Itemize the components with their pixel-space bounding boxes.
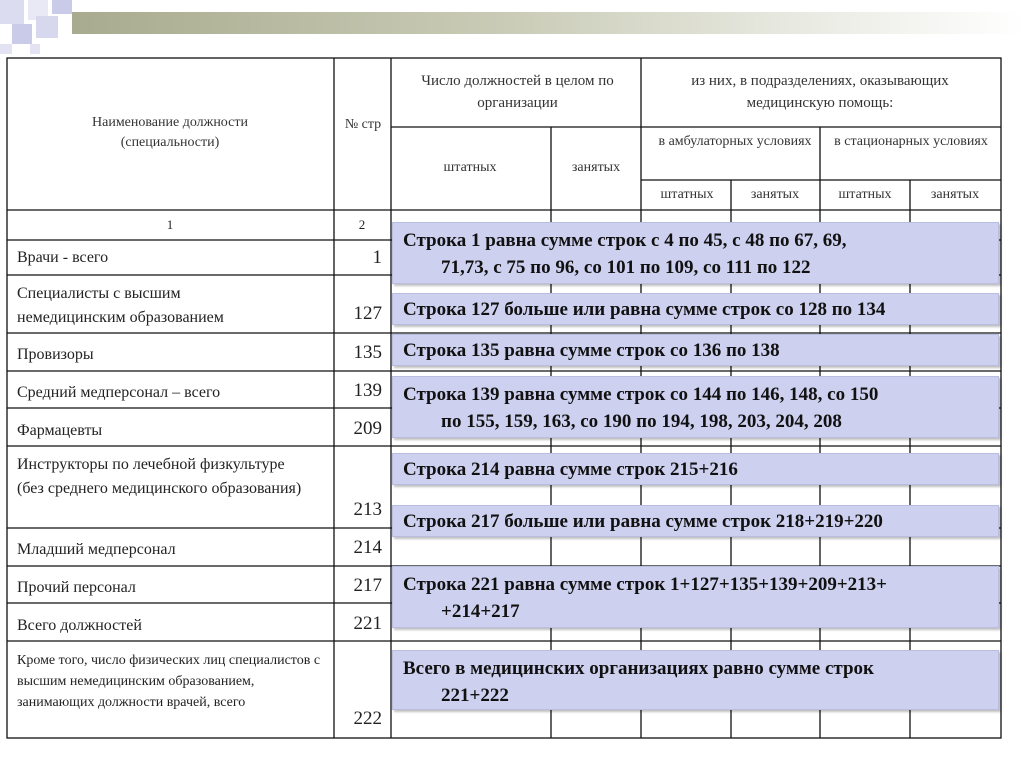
row-label: Всего должностей [17, 617, 142, 634]
row-number: 209 [353, 418, 382, 439]
row-label: Средний медперсонал – всего [17, 384, 221, 401]
header-staff-total: штатных [443, 160, 497, 175]
validation-note-row-217 [392, 505, 999, 537]
header-inpatient: в стационарных условиях [834, 134, 988, 149]
validation-note-row-221 [392, 566, 999, 628]
note-line: 221+222 [441, 685, 509, 706]
note-line: Строка 1 равна сумме строк с 4 по 45, с 48 по 67, 69, [403, 230, 847, 251]
note-line: Всего в медицинских организациях равно сумме строк [403, 658, 874, 679]
validation-note-row-214 [392, 453, 999, 485]
row-label: Провизоры [17, 346, 94, 363]
header-occupied-outpatient: занятых [750, 187, 800, 202]
column-number-2: 2 [358, 217, 366, 232]
row-number: 221 [353, 613, 382, 634]
validation-note-row-135 [392, 334, 999, 366]
column-number-1: 1 [166, 217, 174, 232]
row-label: Младший медперсонал [17, 541, 176, 558]
header-occupied-total: занятых [571, 160, 621, 175]
row-label: Прочий персонал [17, 579, 136, 596]
note-line: Строка 139 равна сумме строк со 144 по 146, 148, со 150 [403, 384, 879, 405]
header-position-name: Наименование должности (специальности) [92, 115, 248, 150]
header-staff-inpatient: штатных [838, 187, 892, 202]
row-number: 1 [372, 247, 382, 268]
row-number: 214 [353, 537, 382, 558]
row-label: Кроме того, число физических лиц специалистов с высшим немедицинским образованием, занимающих должности врачей, всего [17, 653, 321, 710]
row-number: 127 [353, 303, 382, 324]
note-line: Строка 135 равна сумме строк со 136 по 138 [403, 340, 780, 361]
row-number: 217 [353, 575, 382, 596]
header-row-number: № стр [344, 117, 382, 132]
note-line: Строка 214 равна сумме строк 215+216 [403, 459, 738, 480]
header-outpatient: в амбулаторных условиях [658, 134, 812, 149]
row-number: 222 [353, 708, 382, 729]
note-line: Строка 127 больше или равна сумме строк со 128 по 134 [403, 299, 886, 320]
validation-note-row-1 [392, 222, 999, 284]
header-subdivisions: из них, в подразделениях, оказывающих медицинскую помощь: [691, 73, 949, 111]
note-line: Строка 217 больше или равна сумме строк 218+219+220 [403, 511, 883, 532]
header-staff-outpatient: штатных [660, 187, 714, 202]
row-number: 213 [353, 499, 382, 520]
header-total-positions: Число должностей в целом по организации [421, 73, 614, 111]
note-line: +214+217 [441, 601, 520, 622]
header-occupied-inpatient: занятых [930, 187, 980, 202]
note-line: по 155, 159, 163, со 190 по 194, 198, 203, 204, 208 [441, 411, 842, 432]
row-label: Инструкторы по лечебной физкультуре (без среднего медицинского образования) [17, 456, 302, 497]
row-number: 139 [353, 380, 382, 401]
note-line: Строка 221 равна сумме строк 1+127+135+139+209+213+ [403, 574, 888, 595]
note-line: 71,73, с 75 по 96, со 101 по 109, со 111 по 122 [441, 257, 811, 278]
row-label: Специалисты с высшим немедицинским образованием [17, 285, 224, 326]
validation-note-row-127 [392, 293, 999, 325]
row-label: Фармацевты [17, 422, 103, 439]
validation-note-total [392, 650, 999, 710]
validation-note-row-139 [392, 376, 999, 438]
row-number: 135 [353, 342, 382, 363]
row-label: Врачи - всего [17, 249, 109, 266]
